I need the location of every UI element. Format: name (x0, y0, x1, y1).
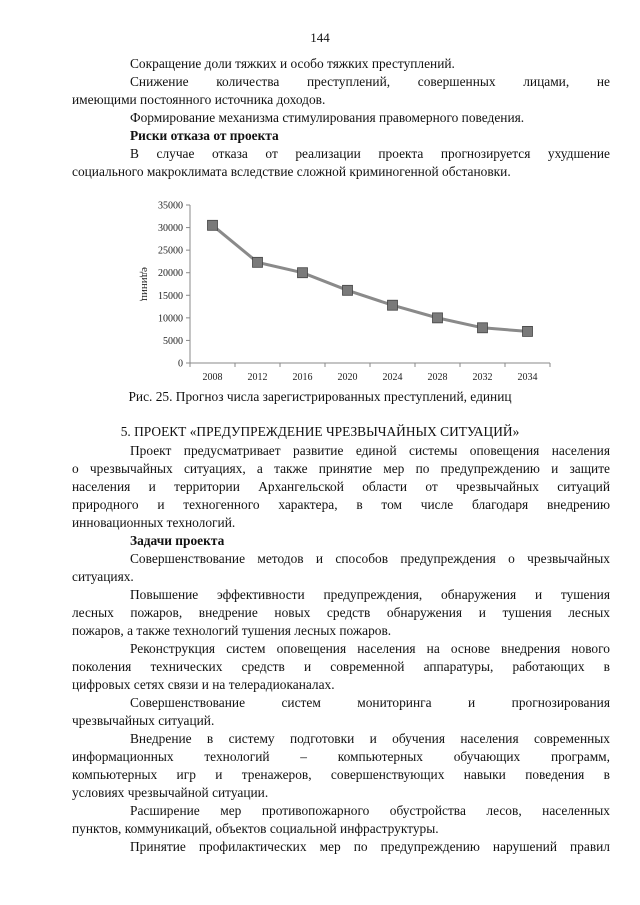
text-line: информационных технологий – компьютерных обучающих программ, (72, 749, 610, 764)
x-tick-label: 2024 (382, 372, 403, 383)
text-line: Расширение мер противопожарного обустройства лесов, населенных (130, 803, 610, 818)
task-line (72, 676, 610, 694)
tasks-heading-text: Задачи проекта (130, 533, 225, 548)
y-tick-label: 15000 (158, 290, 183, 302)
data-point-marker (343, 285, 353, 295)
x-tick-label: 2020 (337, 372, 358, 383)
paragraph-continuation (72, 91, 610, 109)
task-line (72, 604, 610, 622)
paragraph-mechanism (130, 109, 610, 127)
text-line: Проект предусматривает развитие единой системы оповещения населения (130, 443, 610, 458)
text-line: пожаров, а также технологий тушения лесных пожаров. (72, 623, 392, 638)
text-line: о чрезвычайных ситуациях, а также принятие мер по предупреждению и защите (72, 461, 610, 476)
page-number: 144 (310, 30, 330, 45)
data-point-marker (433, 313, 443, 323)
risks-heading (130, 127, 610, 145)
x-tick-label: 2016 (292, 372, 313, 383)
task-line (130, 838, 610, 856)
risks-heading-text: Риски отказа от проекта (130, 128, 279, 143)
y-tick-label: 30000 (158, 223, 183, 235)
risks-text-cont (72, 163, 610, 181)
text-line: ситуациях. (72, 569, 134, 584)
text-line: Внедрение в систему подготовки и обучения населения современных (130, 731, 610, 746)
y-tick-label: 20000 (158, 268, 183, 280)
task-line (130, 730, 610, 748)
section-intro-line (130, 442, 610, 460)
data-point-marker (478, 323, 488, 333)
section-intro-line (72, 514, 610, 532)
y-tick-label: 25000 (158, 245, 183, 257)
data-point-marker (523, 326, 533, 336)
x-tick-label: 2032 (472, 372, 493, 383)
text-line: поколения технических средств и современной аппаратуры, работающих в (72, 659, 610, 674)
paragraph-reduction-unemployed-crimes (130, 73, 610, 91)
y-tick-label: 35000 (158, 200, 183, 212)
text-line: Принятие профилактических мер по предупреждению нарушений правил (130, 839, 610, 854)
task-line (72, 568, 610, 586)
text-line: природного и техногенного характера, в том числе благодаря внедрению (72, 497, 610, 512)
task-line (72, 748, 610, 766)
text-line: социального макроклимата вследствие сложной криминогенной обстановки. (72, 164, 511, 179)
task-line (72, 622, 610, 640)
x-tick-label: 2008 (202, 372, 223, 383)
data-point-marker (388, 300, 398, 310)
section-intro-line (72, 496, 610, 514)
task-line (130, 694, 610, 712)
text-line: Снижение количества преступлений, совершенных лицами, не (130, 74, 610, 89)
text-line: населения и территории Архангельской области от чрезвычайных ситуаций (72, 479, 610, 494)
text-line: Повышение эффективности предупреждения, обнаружения и тушения (130, 587, 610, 602)
task-line (130, 640, 610, 658)
text-line: Сокращение доли тяжких и особо тяжких преступлений. (130, 56, 455, 71)
text-line: Реконструкция систем оповещения населения на основе внедрения нового (130, 641, 610, 656)
tasks-heading (130, 532, 610, 550)
text-line: инновационных технологий. (72, 515, 236, 530)
text-line: пунктов, коммуникаций, объектов социальной инфраструктуры. (72, 821, 439, 836)
text-line: компьютерных игр и тренажеров, совершенствующих навыки поведения в (72, 767, 610, 782)
text-line: условиях чрезвычайной ситуации. (72, 785, 269, 800)
x-tick-label: 2034 (517, 372, 538, 383)
text-line: Совершенствование систем мониторинга и прогнозирования (130, 695, 610, 710)
task-line (72, 766, 610, 784)
text-line: чрезвычайных ситуаций. (72, 713, 215, 728)
text-line: Совершенствование методов и способов предупреждения о чрезвычайных (130, 551, 610, 566)
figure-caption: Рис. 25. Прогноз числа зарегистрированных преступлений, единиц (128, 389, 512, 404)
task-line (72, 712, 610, 730)
y-tick-label: 0 (178, 358, 183, 370)
series-line (213, 225, 528, 331)
y-axis-label: единиц (139, 267, 151, 301)
task-line (72, 820, 610, 838)
task-line (72, 658, 610, 676)
y-tick-label: 10000 (158, 313, 183, 325)
text-line: В случае отказа от реализации проекта прогнозируется ухудшение (130, 146, 610, 161)
x-tick-label: 2028 (427, 372, 448, 383)
text-line: лесных пожаров, внедрение новых средств обнаружения и тушения лесных (72, 605, 610, 620)
task-line (130, 550, 610, 568)
paragraph-reduction-serious-crimes (130, 55, 610, 73)
y-tick-label: 5000 (163, 335, 183, 347)
task-line (130, 802, 610, 820)
data-point-marker (298, 268, 308, 278)
crime-forecast-chart (110, 195, 570, 385)
section-intro-line (72, 460, 610, 478)
task-line (130, 586, 610, 604)
task-line (72, 784, 610, 802)
text-line: Формирование механизма стимулирования правомерного поведения. (130, 110, 525, 125)
data-point-marker (253, 257, 263, 267)
risks-text (130, 145, 610, 163)
section-heading: 5. ПРОЕКТ «ПРЕДУПРЕЖДЕНИЕ ЧРЕЗВЫЧАЙНЫХ СИТУАЦИЙ» (120, 424, 520, 439)
section-intro-line (72, 478, 610, 496)
text-line: имеющими постоянного источника доходов. (72, 92, 326, 107)
text-line: цифровых сетях связи и на телерадиоканалах. (72, 677, 335, 692)
data-point-marker (208, 220, 218, 230)
x-tick-label: 2012 (247, 372, 268, 383)
